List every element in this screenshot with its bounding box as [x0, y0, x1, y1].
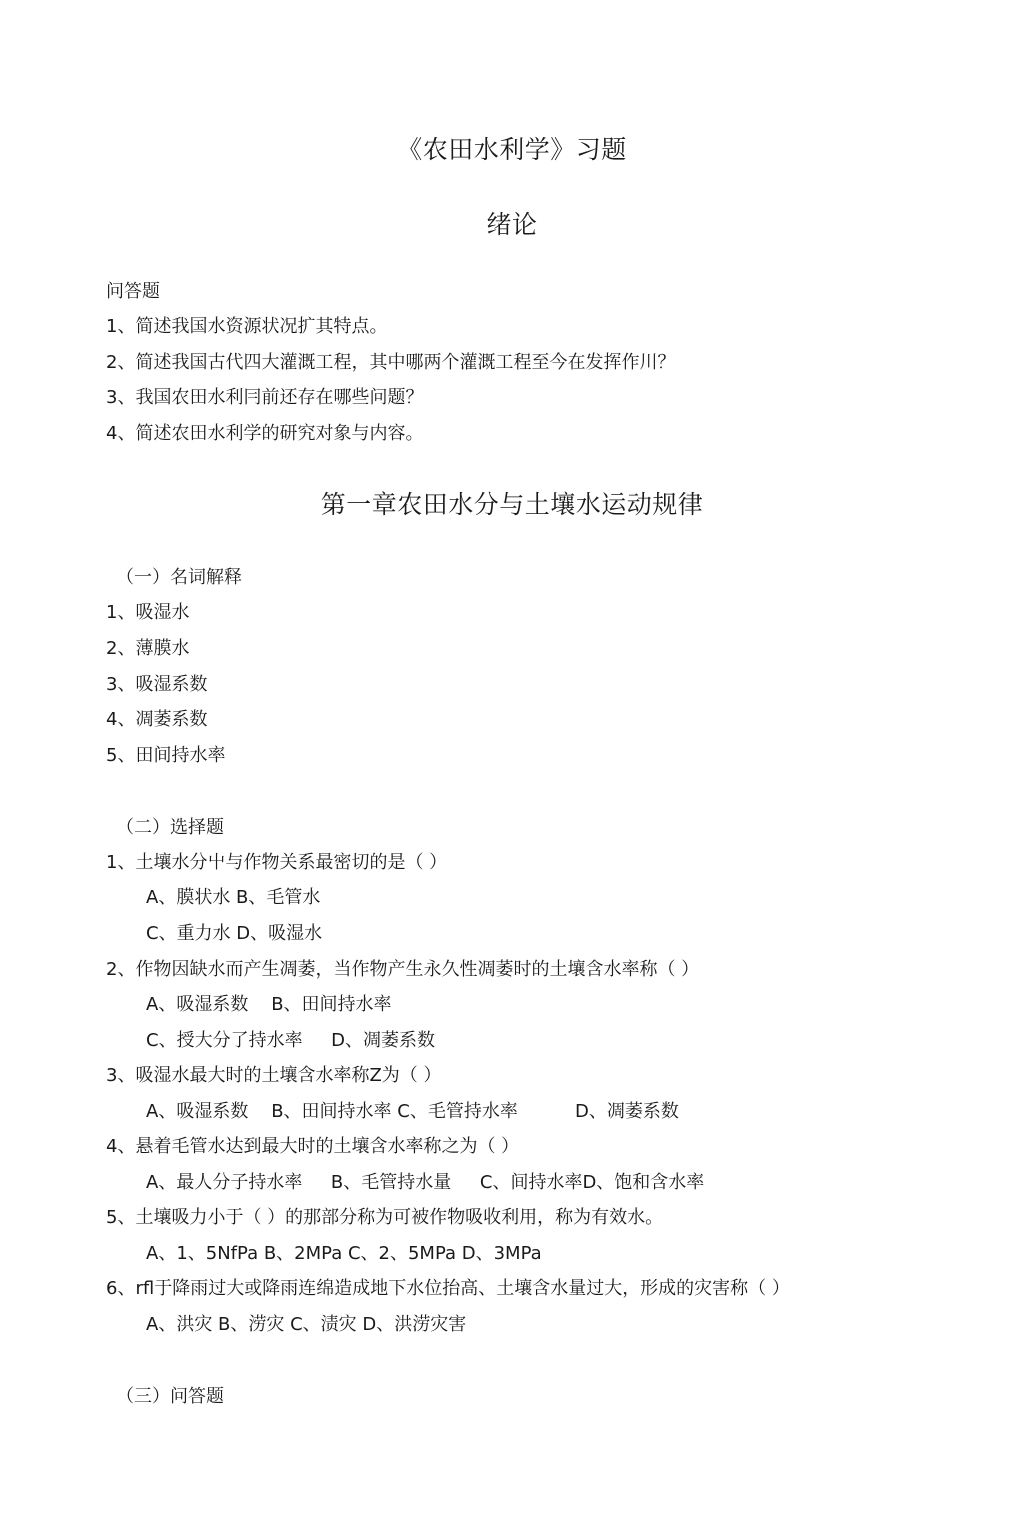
term-item: 3、吸湿系数 — [106, 674, 208, 695]
part1-label: （一）名词解释 — [116, 567, 242, 588]
intro-section-label: 问答题 — [106, 281, 160, 302]
choice-question: 4、悬着毛管水达到最大时的土壤含水率称之为（ ） — [106, 1136, 520, 1157]
choice-options: A、吸湿系数 B、田间持水率 — [146, 994, 392, 1015]
choice-options: A、1、5NfPa B、2MPa C、2、5MPa D、3MPa — [146, 1243, 542, 1264]
choice-options: A、最人分子持水率 B、毛管持水量 C、间持水率D、饱和含水率 — [146, 1172, 705, 1193]
choice-question: 5、土壤吸力小于（ ）的那部分称为可被作物吸收利用，称为有效水。 — [106, 1207, 664, 1228]
choice-options: A、吸湿系数 B、田间持水率 C、毛管持水率 D、凋萎系数 — [146, 1101, 679, 1122]
intro-question: 1、简述我国水资源状况扩其特点。 — [106, 316, 388, 337]
intro-question: 3、我国农田水利冃前还存在哪些问题？ — [106, 387, 424, 408]
choice-options: A、洪灾 B、涝灾 C、渍灾 D、洪涝灾害 — [146, 1314, 467, 1335]
choice-question: 2、作物因缺水而产生凋萎，当作物产生永久性凋萎时的土壤含水率称（ ） — [106, 959, 700, 980]
choice-question: 6、rfl于降雨过大或降雨连绵造成地下水位抬高、土壤含水量过大，形成的灾害称（ ） — [106, 1278, 790, 1299]
term-item: 5、田间持水率 — [106, 745, 226, 766]
choice-question: 1、土壤水分屮与作物关系最密切的是（ ） — [106, 852, 448, 873]
chapter1-heading: 第一章农田水分与土壤水运动规律 — [320, 490, 704, 519]
part3-label: （三）问答题 — [116, 1386, 224, 1407]
choice-question: 3、吸湿水最大时的土壤含水率称Z为（ ） — [106, 1065, 442, 1086]
intro-question: 2、简述我国古代四大灌溉工程，其中哪两个灌溉工程至今在发挥作川？ — [106, 352, 676, 373]
choice-options: C、重力水 D、吸湿水 — [146, 923, 323, 944]
term-item: 4、凋萎系数 — [106, 709, 208, 730]
document-title: 《农田水利学》习题 — [397, 135, 627, 164]
term-item: 1、吸湿水 — [106, 602, 190, 623]
intro-question: 4、简述农田水利学的研究对象与内容。 — [106, 423, 424, 444]
choice-options: C、授大分了持水率 D、凋萎系数 — [146, 1030, 436, 1051]
part2-label: （二）选择题 — [116, 817, 224, 838]
choice-options: A、膜状水 B、毛管水 — [146, 887, 321, 908]
term-item: 2、薄膜水 — [106, 638, 190, 659]
intro-heading: 绪论 — [486, 210, 538, 239]
